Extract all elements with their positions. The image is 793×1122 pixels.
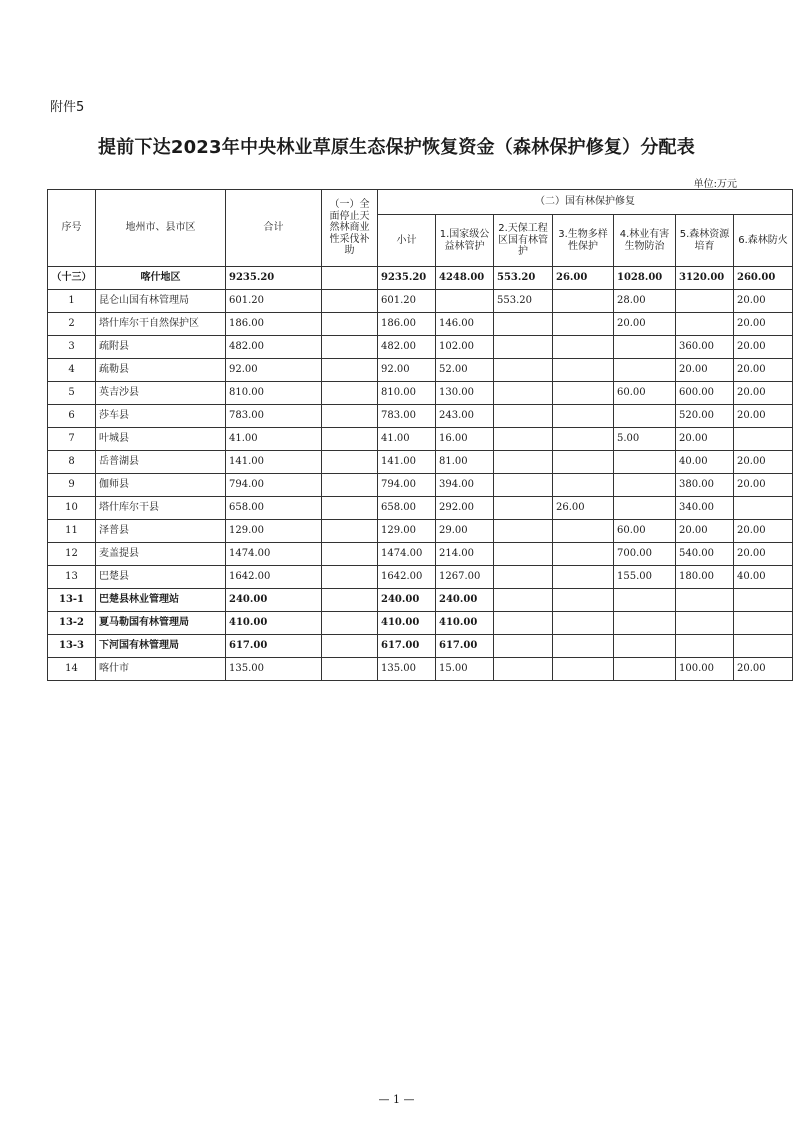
col4-cell (614, 658, 676, 681)
col6-cell: 20.00 (734, 451, 793, 474)
col4-cell (614, 451, 676, 474)
table-row (48, 543, 793, 566)
part1-cell (322, 382, 378, 405)
table-row (48, 658, 793, 681)
part1-cell (322, 451, 378, 474)
region-cell: 麦盖提县 (96, 543, 226, 566)
seq-cell: 12 (48, 543, 96, 566)
table-row (48, 428, 793, 451)
header-part2: （二）国有林保护修复 (378, 190, 793, 215)
region-cell: 泽普县 (96, 520, 226, 543)
col3-cell (553, 428, 614, 451)
col5-cell: 20.00 (676, 359, 734, 382)
col1-cell: 4248.00 (436, 267, 494, 290)
subtotal-cell: 1474.00 (378, 543, 436, 566)
table-row (48, 474, 793, 497)
total-cell: 658.00 (226, 497, 322, 520)
col2-cell (494, 612, 553, 635)
col6-cell: 20.00 (734, 520, 793, 543)
subtotal-cell: 1642.00 (378, 566, 436, 589)
header-part1: （一）全面停止天然林商业性采伐补助 (322, 190, 378, 267)
col5-cell (676, 612, 734, 635)
total-cell: 9235.20 (226, 267, 322, 290)
seq-cell: 1 (48, 290, 96, 313)
col4-cell (614, 405, 676, 428)
col6-cell: 20.00 (734, 290, 793, 313)
table-row (48, 589, 793, 612)
col4-cell: 60.00 (614, 520, 676, 543)
total-cell: 482.00 (226, 336, 322, 359)
col1-cell: 102.00 (436, 336, 494, 359)
part1-cell (322, 589, 378, 612)
header-col6: 6.森林防火 (734, 215, 793, 267)
subtotal-cell: 186.00 (378, 313, 436, 336)
seq-cell: 10 (48, 497, 96, 520)
unit-label: 单位:万元 (693, 179, 737, 190)
col5-cell: 380.00 (676, 474, 734, 497)
col2-cell: 553.20 (494, 290, 553, 313)
region-cell: 昆仑山国有林管理局 (96, 290, 226, 313)
col3-cell (553, 543, 614, 566)
col5-cell (676, 313, 734, 336)
seq-cell: 5 (48, 382, 96, 405)
col6-cell: 20.00 (734, 382, 793, 405)
table-row (48, 405, 793, 428)
table-body (48, 267, 793, 681)
col3-cell (553, 612, 614, 635)
col1-cell: 29.00 (436, 520, 494, 543)
seq-cell: 13-2 (48, 612, 96, 635)
page-number: — 1 — (378, 1093, 415, 1106)
region-cell: 伽师县 (96, 474, 226, 497)
col1-cell: 81.00 (436, 451, 494, 474)
subtotal-cell: 135.00 (378, 658, 436, 681)
subtotal-cell: 129.00 (378, 520, 436, 543)
col3-cell (553, 382, 614, 405)
col4-cell: 700.00 (614, 543, 676, 566)
region-cell: 巴楚县林业管理站 (96, 589, 226, 612)
col3-cell (553, 313, 614, 336)
total-cell: 810.00 (226, 382, 322, 405)
col5-cell: 40.00 (676, 451, 734, 474)
col4-cell (614, 497, 676, 520)
col1-cell: 243.00 (436, 405, 494, 428)
col4-cell: 1028.00 (614, 267, 676, 290)
table-row (48, 336, 793, 359)
table-row (48, 635, 793, 658)
region-cell: 塔什库尔干自然保护区 (96, 313, 226, 336)
header-col3: 3.生物多样性保护 (553, 215, 614, 267)
total-cell: 1474.00 (226, 543, 322, 566)
col2-cell: 553.20 (494, 267, 553, 290)
col6-cell (734, 428, 793, 451)
col2-cell (494, 543, 553, 566)
col6-cell: 20.00 (734, 359, 793, 382)
subtotal-cell: 41.00 (378, 428, 436, 451)
col2-cell (494, 520, 553, 543)
col3-cell (553, 658, 614, 681)
header-total: 合计 (226, 190, 322, 267)
col1-cell: 292.00 (436, 497, 494, 520)
part1-cell (322, 658, 378, 681)
col1-cell: 52.00 (436, 359, 494, 382)
col3-cell (553, 474, 614, 497)
total-cell: 794.00 (226, 474, 322, 497)
seq-cell: 8 (48, 451, 96, 474)
col2-cell (494, 313, 553, 336)
col5-cell: 540.00 (676, 543, 734, 566)
part1-cell (322, 428, 378, 451)
seq-cell: 3 (48, 336, 96, 359)
subtotal-cell: 617.00 (378, 635, 436, 658)
col1-cell: 146.00 (436, 313, 494, 336)
subtotal-cell: 482.00 (378, 336, 436, 359)
seq-cell: （十三） (48, 267, 96, 290)
seq-cell: 13-3 (48, 635, 96, 658)
col5-cell: 520.00 (676, 405, 734, 428)
col1-cell: 617.00 (436, 635, 494, 658)
total-cell: 410.00 (226, 612, 322, 635)
region-cell: 喀什市 (96, 658, 226, 681)
col4-cell: 60.00 (614, 382, 676, 405)
col3-cell: 26.00 (553, 267, 614, 290)
col2-cell (494, 474, 553, 497)
seq-cell: 14 (48, 658, 96, 681)
col6-cell: 20.00 (734, 474, 793, 497)
col2-cell (494, 497, 553, 520)
part1-cell (322, 566, 378, 589)
region-cell: 疏勒县 (96, 359, 226, 382)
table-row (48, 267, 793, 290)
header-seq: 序号 (48, 190, 96, 267)
total-cell: 783.00 (226, 405, 322, 428)
col6-cell: 20.00 (734, 405, 793, 428)
seq-cell: 11 (48, 520, 96, 543)
col5-cell: 3120.00 (676, 267, 734, 290)
col1-cell: 1267.00 (436, 566, 494, 589)
allocation-table (47, 189, 793, 681)
col6-cell: 20.00 (734, 313, 793, 336)
col4-cell (614, 635, 676, 658)
col5-cell: 360.00 (676, 336, 734, 359)
col2-cell (494, 405, 553, 428)
region-cell: 巴楚县 (96, 566, 226, 589)
part1-cell (322, 497, 378, 520)
col3-cell (553, 290, 614, 313)
region-cell: 疏附县 (96, 336, 226, 359)
col5-cell (676, 635, 734, 658)
table-row (48, 382, 793, 405)
table-row (48, 290, 793, 313)
seq-cell: 4 (48, 359, 96, 382)
col1-cell: 130.00 (436, 382, 494, 405)
col2-cell (494, 589, 553, 612)
part1-cell (322, 359, 378, 382)
seq-cell: 6 (48, 405, 96, 428)
part1-cell (322, 267, 378, 290)
total-cell: 129.00 (226, 520, 322, 543)
subtotal-cell: 601.20 (378, 290, 436, 313)
table-row (48, 451, 793, 474)
page-title: 提前下达2023年中央林业草原生态保护恢复资金（森林保护修复）分配表 (98, 137, 695, 158)
subtotal-cell: 240.00 (378, 589, 436, 612)
col2-cell (494, 451, 553, 474)
table-row (48, 566, 793, 589)
col5-cell (676, 589, 734, 612)
region-cell: 塔什库尔干县 (96, 497, 226, 520)
region-cell: 叶城县 (96, 428, 226, 451)
col3-cell (553, 359, 614, 382)
header-col4: 4.林业有害生物防治 (614, 215, 676, 267)
region-cell: 英吉沙县 (96, 382, 226, 405)
region-cell: 喀什地区 (96, 267, 226, 290)
part1-cell (322, 290, 378, 313)
header-col5: 5.森林资源培育 (676, 215, 734, 267)
col4-cell: 155.00 (614, 566, 676, 589)
col3-cell (553, 336, 614, 359)
col5-cell: 600.00 (676, 382, 734, 405)
col3-cell (553, 405, 614, 428)
total-cell: 135.00 (226, 658, 322, 681)
total-cell: 601.20 (226, 290, 322, 313)
col4-cell (614, 336, 676, 359)
total-cell: 617.00 (226, 635, 322, 658)
col1-cell: 16.00 (436, 428, 494, 451)
col2-cell (494, 359, 553, 382)
col6-cell: 20.00 (734, 336, 793, 359)
header-col2: 2.天保工程区国有林管护 (494, 215, 553, 267)
total-cell: 141.00 (226, 451, 322, 474)
col2-cell (494, 566, 553, 589)
col4-cell (614, 359, 676, 382)
col3-cell (553, 451, 614, 474)
seq-cell: 13 (48, 566, 96, 589)
col2-cell (494, 635, 553, 658)
col6-cell (734, 589, 793, 612)
col1-cell: 214.00 (436, 543, 494, 566)
col6-cell (734, 635, 793, 658)
col2-cell (494, 428, 553, 451)
col6-cell: 20.00 (734, 543, 793, 566)
col6-cell (734, 612, 793, 635)
subtotal-cell: 9235.20 (378, 267, 436, 290)
header-region: 地州市、县市区 (96, 190, 226, 267)
total-cell: 1642.00 (226, 566, 322, 589)
total-cell: 240.00 (226, 589, 322, 612)
region-cell: 岳普湖县 (96, 451, 226, 474)
col4-cell: 28.00 (614, 290, 676, 313)
table-row (48, 313, 793, 336)
seq-cell: 2 (48, 313, 96, 336)
region-cell: 莎车县 (96, 405, 226, 428)
subtotal-cell: 783.00 (378, 405, 436, 428)
seq-cell: 7 (48, 428, 96, 451)
total-cell: 92.00 (226, 359, 322, 382)
col6-cell (734, 497, 793, 520)
col2-cell (494, 336, 553, 359)
col5-cell: 180.00 (676, 566, 734, 589)
col5-cell (676, 290, 734, 313)
part1-cell (322, 520, 378, 543)
attachment-label: 附件5 (50, 100, 85, 115)
col1-cell: 394.00 (436, 474, 494, 497)
subtotal-cell: 794.00 (378, 474, 436, 497)
part1-cell (322, 635, 378, 658)
col1-cell (436, 290, 494, 313)
col2-cell (494, 382, 553, 405)
total-cell: 186.00 (226, 313, 322, 336)
col4-cell (614, 474, 676, 497)
col6-cell: 260.00 (734, 267, 793, 290)
header-col1: 1.国家级公益林管护 (436, 215, 494, 267)
col6-cell: 40.00 (734, 566, 793, 589)
table-row (48, 612, 793, 635)
region-cell: 下河国有林管理局 (96, 635, 226, 658)
col4-cell (614, 612, 676, 635)
seq-cell: 9 (48, 474, 96, 497)
col4-cell: 20.00 (614, 313, 676, 336)
part1-cell (322, 405, 378, 428)
part1-cell (322, 543, 378, 566)
subtotal-cell: 141.00 (378, 451, 436, 474)
col4-cell (614, 589, 676, 612)
subtotal-cell: 410.00 (378, 612, 436, 635)
col1-cell: 410.00 (436, 612, 494, 635)
col3-cell (553, 635, 614, 658)
col2-cell (494, 658, 553, 681)
part1-cell (322, 474, 378, 497)
col5-cell: 340.00 (676, 497, 734, 520)
part1-cell (322, 612, 378, 635)
col1-cell: 15.00 (436, 658, 494, 681)
col6-cell: 20.00 (734, 658, 793, 681)
subtotal-cell: 92.00 (378, 359, 436, 382)
table-row (48, 497, 793, 520)
col1-cell: 240.00 (436, 589, 494, 612)
subtotal-cell: 658.00 (378, 497, 436, 520)
part1-cell (322, 313, 378, 336)
part1-cell (322, 336, 378, 359)
col4-cell: 5.00 (614, 428, 676, 451)
col3-cell (553, 589, 614, 612)
header-subtotal: 小计 (378, 215, 436, 267)
col5-cell: 100.00 (676, 658, 734, 681)
subtotal-cell: 810.00 (378, 382, 436, 405)
total-cell: 41.00 (226, 428, 322, 451)
col5-cell: 20.00 (676, 520, 734, 543)
col3-cell: 26.00 (553, 497, 614, 520)
col3-cell (553, 566, 614, 589)
table-row (48, 520, 793, 543)
region-cell: 夏马勒国有林管理局 (96, 612, 226, 635)
seq-cell: 13-1 (48, 589, 96, 612)
col5-cell: 20.00 (676, 428, 734, 451)
col3-cell (553, 520, 614, 543)
table-row (48, 359, 793, 382)
